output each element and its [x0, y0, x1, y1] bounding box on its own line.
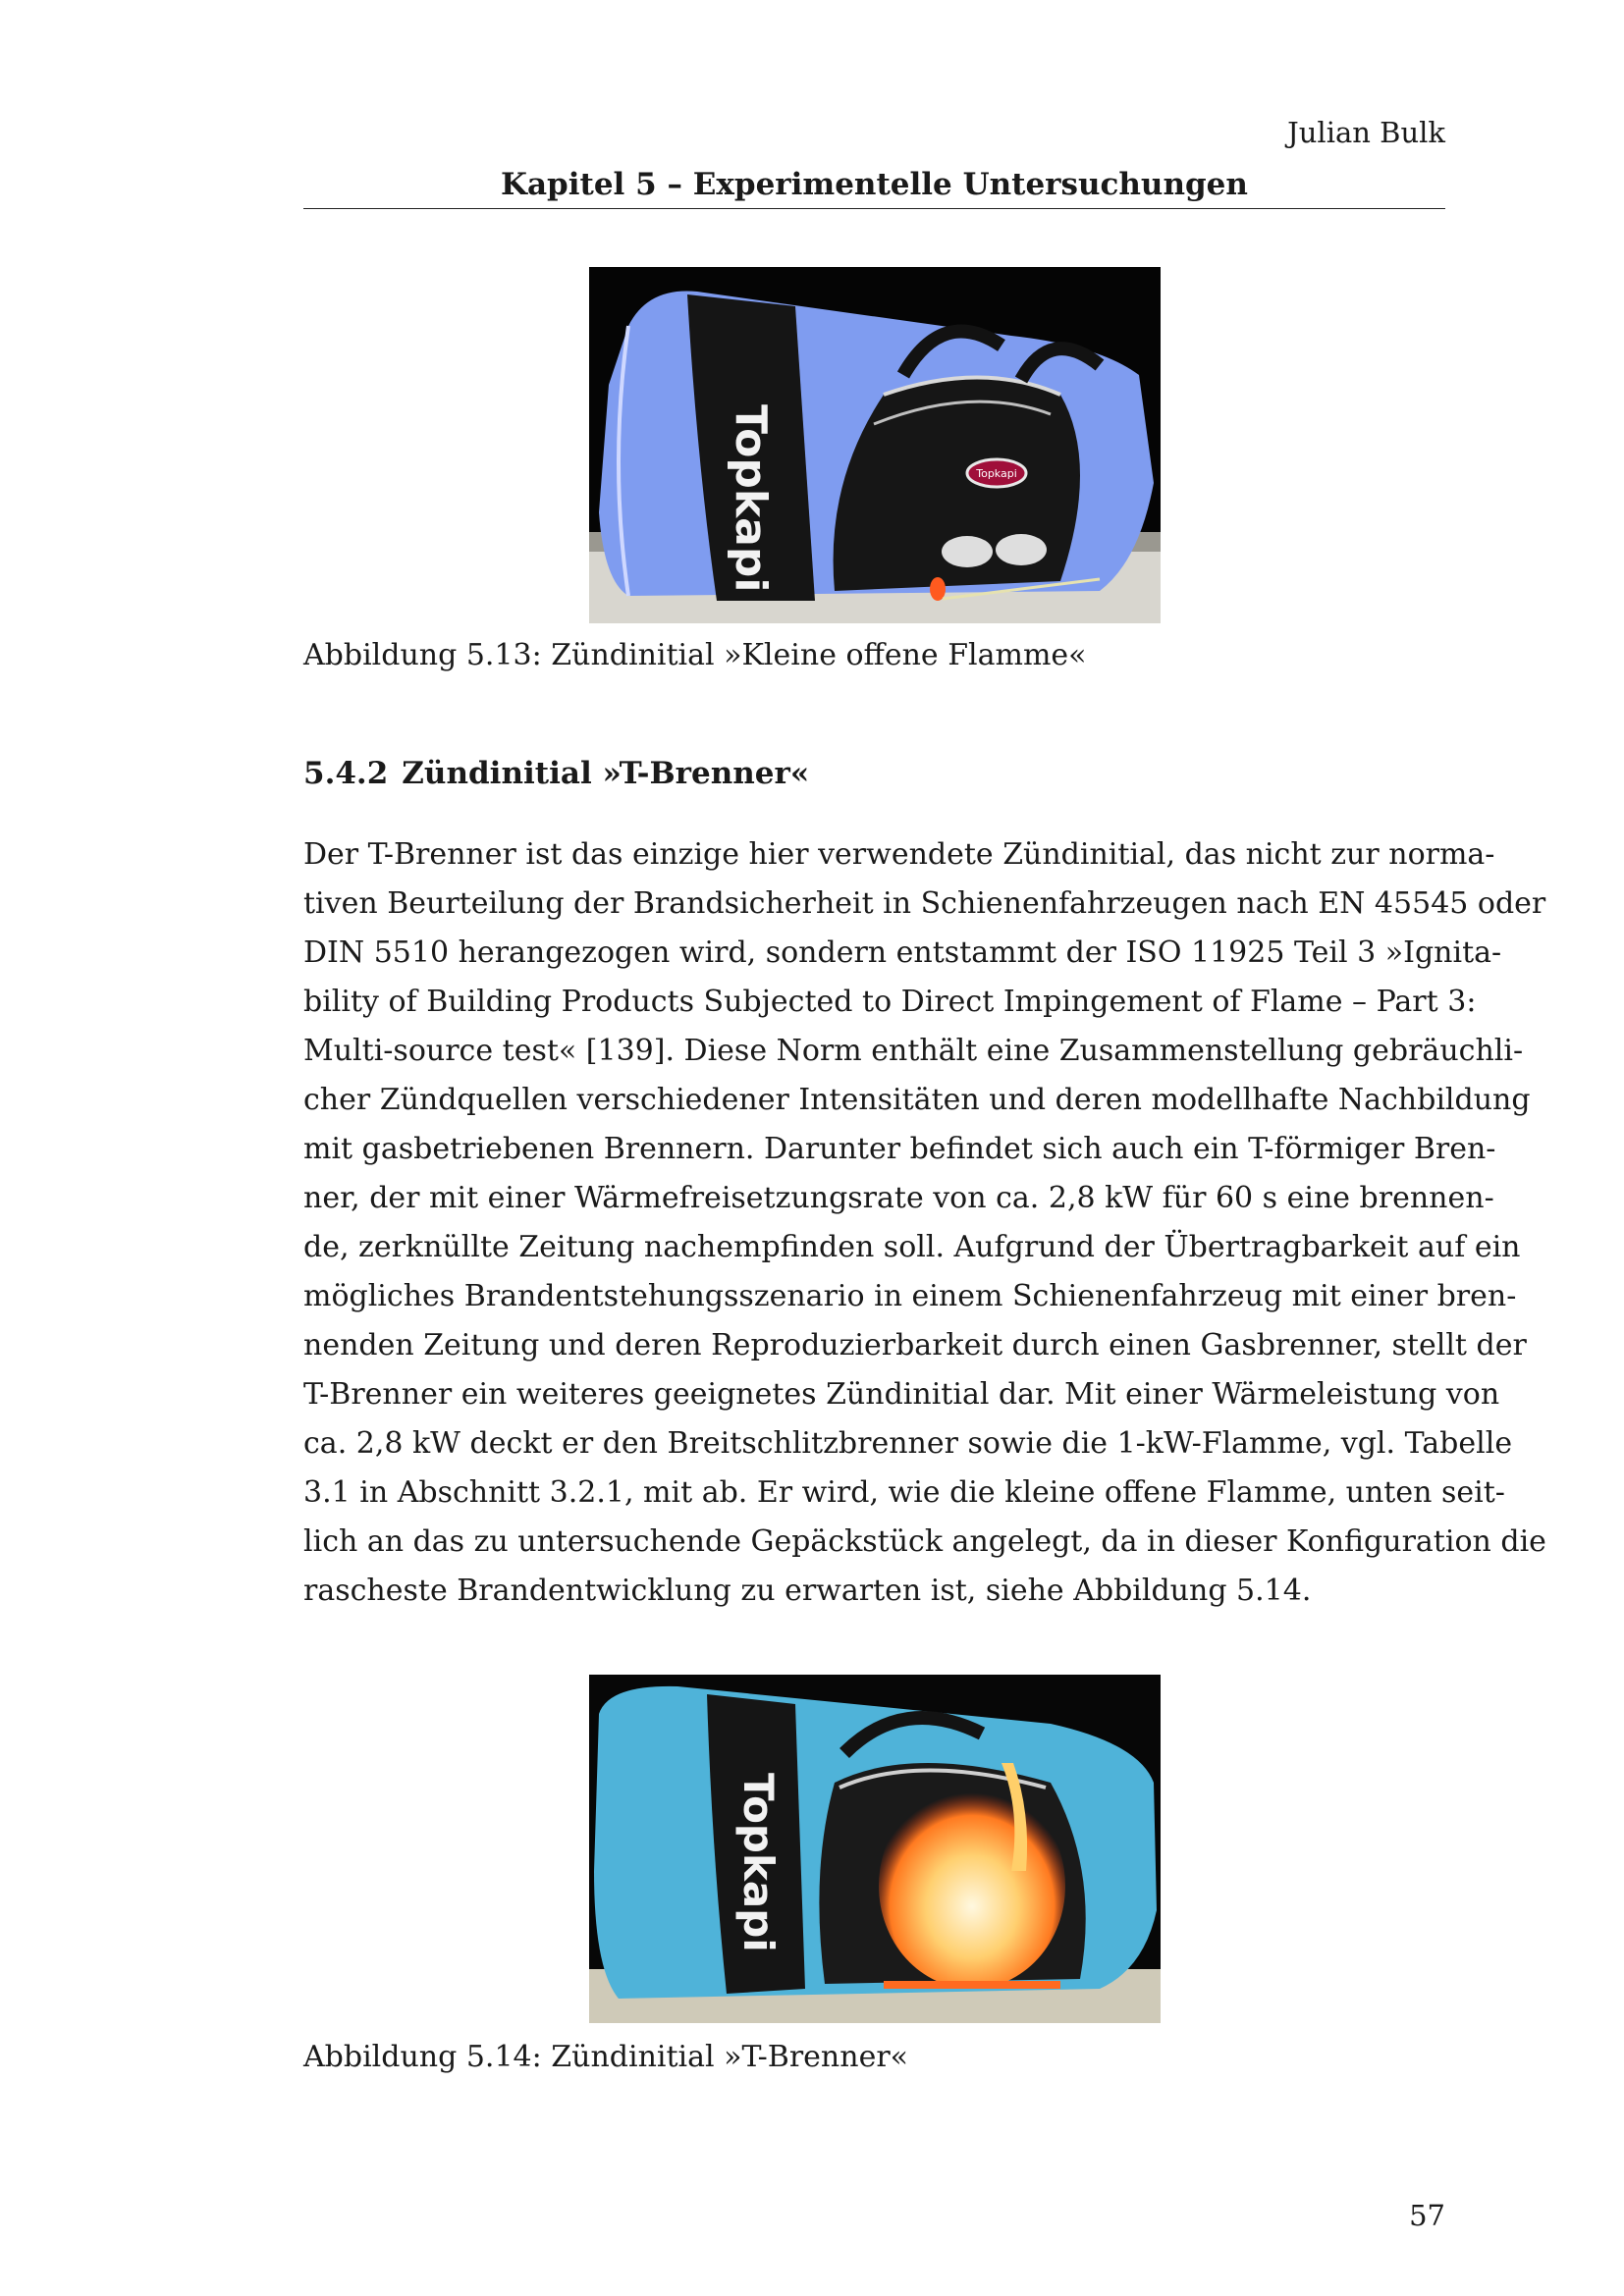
- figure-5-14-photo: [589, 1675, 1161, 2023]
- paragraph-line: mit gasbetriebenen Brennern. Darunter befindet sich auch ein T-förmiger Bren-: [303, 1132, 1496, 1166]
- paragraph-line: mögliches Brandentstehungsszenario in einem Schienenfahrzeug mit einer bren-: [303, 1279, 1517, 1313]
- section-heading: [303, 756, 809, 791]
- figure-5-13-caption: Abbildung 5.13: Zündinitial »Kleine offene Flamme«: [303, 638, 1087, 672]
- paragraph-line: lich an das zu untersuchende Gepäckstück angelegt, da in dieser Konfiguration die: [303, 1524, 1546, 1559]
- paragraph-line: tiven Beurteilung der Brandsicherheit in Schienenfahrzeugen nach EN 45545 oder: [303, 886, 1546, 921]
- paragraph-line: rascheste Brandentwicklung zu erwarten ist, siehe Abbildung 5.14.: [303, 1574, 1312, 1608]
- bag-badge-text: Topkapi: [976, 467, 1017, 480]
- paragraph-line: nenden Zeitung und deren Reproduzierbarkeit durch einen Gasbrenner, stellt der: [303, 1328, 1527, 1362]
- paragraph-line: T-Brenner ein weiteres geeignetes Zündinitial dar. Mit einer Wärmeleistung von: [303, 1377, 1500, 1412]
- body-paragraph: [303, 830, 1546, 1616]
- paragraph-line: cher Zündquellen verschiedener Intensitäten und deren modellhafte Nachbildung: [303, 1083, 1531, 1117]
- running-header-author: Julian Bulk: [1287, 116, 1445, 149]
- paragraph-line: Der T-Brenner ist das einzige hier verwendete Zündinitial, das nicht zur norma-: [303, 837, 1495, 872]
- paragraph-line: Multi-source test« [139]. Diese Norm enthält eine Zusammenstellung gebräuchli-: [303, 1034, 1524, 1068]
- page-number: 57: [1409, 2199, 1445, 2232]
- bag-brand-text: Topkapi: [726, 404, 776, 593]
- paragraph-line: 3.1 in Abschnitt 3.2.1, mit ab. Er wird, wie die kleine offene Flamme, unten seit-: [303, 1475, 1505, 1510]
- figure-5-14-caption: Abbildung 5.14: Zündinitial »T-Brenner«: [303, 2040, 909, 2074]
- bag-illustration-small-flame: [589, 267, 1161, 623]
- paragraph-line: bility of Building Products Subjected to Direct Impingement of Flame – Part 3:: [303, 985, 1477, 1019]
- figure-5-13-photo: [589, 267, 1161, 623]
- section-number: 5.4.2: [303, 756, 389, 791]
- header-rule: [303, 208, 1445, 209]
- running-header-chapter: Kapitel 5 – Experimentelle Untersuchungen: [501, 167, 1248, 202]
- paragraph-line: DIN 5510 herangezogen wird, sondern entstammt der ISO 11925 Teil 3 »Ignita-: [303, 935, 1502, 970]
- paragraph-line: de, zerknüllte Zeitung nachempfinden soll. Aufgrund der Übertragbarkeit auf ein: [303, 1230, 1521, 1264]
- paragraph-line: ner, der mit einer Wärmefreisetzungsrate von ca. 2,8 kW für 60 s eine brennen-: [303, 1181, 1494, 1215]
- bag-brand-text: Topkapi: [734, 1773, 783, 1952]
- bag-illustration-t-burner: [589, 1675, 1161, 2023]
- section-title: Zündinitial »T-Brenner«: [402, 756, 810, 791]
- paragraph-line: ca. 2,8 kW deckt er den Breitschlitzbrenner sowie die 1-kW-Flamme, vgl. Tabelle: [303, 1426, 1513, 1461]
